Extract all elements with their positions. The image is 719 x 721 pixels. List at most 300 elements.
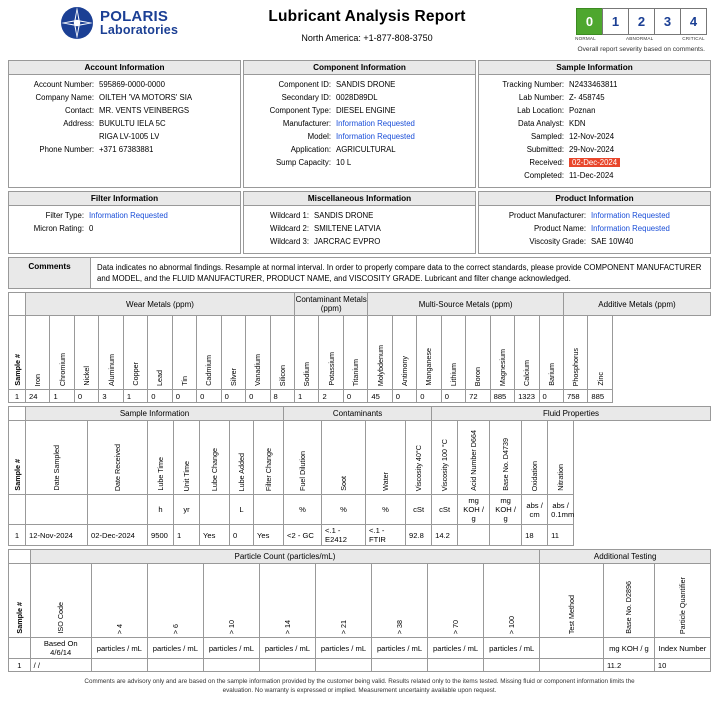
field-value: Poznan <box>569 106 596 115</box>
field-value: 0028D89DL <box>336 93 378 102</box>
field-label: Filter Type: <box>45 211 84 220</box>
column-header: Iron <box>26 316 50 390</box>
field-label <box>16 131 94 142</box>
column-header: Viscosity 40°C <box>406 421 432 495</box>
particle-count-table <box>8 549 711 672</box>
unit-cell <box>88 495 148 525</box>
data-cell: 1 <box>50 390 74 403</box>
unit-cell: L <box>230 495 254 525</box>
data-cell: 0 <box>221 390 245 403</box>
field-value: RIGA LV-1005 LV <box>99 132 160 141</box>
field-label: Wildcard 3: <box>270 237 309 246</box>
field-label: Lab Location: <box>517 106 564 115</box>
polaris-star-icon <box>60 6 94 40</box>
severity-label-1 <box>599 36 626 41</box>
unit-cell: Index Number <box>654 638 710 659</box>
column-header: Magnesium <box>490 316 514 390</box>
data-cell: 1 <box>123 390 147 403</box>
field-label: Wildcard 2: <box>270 224 309 233</box>
column-header: Lube Time <box>148 421 174 495</box>
data-cell: 0 <box>172 390 196 403</box>
field-value[interactable]: Information Requested <box>591 211 670 220</box>
field-value: AGRICULTURAL <box>336 145 396 154</box>
field-row <box>482 209 707 222</box>
column-header: Date Sampled <box>26 421 88 495</box>
table-row <box>9 525 711 546</box>
component-information-panel <box>243 60 476 188</box>
miscellaneous-information-panel <box>243 191 476 254</box>
unit-cell: % <box>322 495 366 525</box>
account-fields <box>9 75 240 161</box>
severity-cell-3: 3 <box>654 8 681 35</box>
component-heading: Component Information <box>244 61 475 75</box>
field-label: Secondary ID: <box>281 93 331 102</box>
field-row <box>482 222 707 235</box>
group-header: Multi-Source Metals (ppm) <box>368 293 564 316</box>
field-row <box>482 156 707 169</box>
field-label: Lab Number: <box>518 93 564 102</box>
misc-heading: Miscellaneous Information <box>244 192 475 206</box>
metals-table <box>8 292 711 403</box>
column-header: > 14 <box>259 564 315 638</box>
field-value: OILTEH 'VA MOTORS' SIA <box>99 93 193 102</box>
column-header: Vanadium <box>246 316 270 390</box>
field-value: +371 67383881 <box>99 145 154 154</box>
column-header-row <box>9 564 711 638</box>
group-header: Additive Metals (ppm) <box>563 293 710 316</box>
unit-cell: h <box>148 495 174 525</box>
data-cell: 0 <box>343 390 367 403</box>
data-cell: 885 <box>588 390 612 403</box>
unit-cell: particles / mL <box>484 638 540 659</box>
product-heading: Product Information <box>479 192 710 206</box>
data-cell: 1 <box>174 525 200 546</box>
severity-label-3 <box>653 36 680 41</box>
column-header: Date Received <box>88 421 148 495</box>
field-label: Contact: <box>64 106 94 115</box>
group-header: Wear Metals (ppm) <box>26 293 295 316</box>
data-cell <box>259 659 315 672</box>
field-row <box>12 209 237 222</box>
sample-number-cell: 1 <box>9 525 26 546</box>
data-cell: 0 <box>74 390 98 403</box>
column-header: Water <box>366 421 406 495</box>
field-row <box>247 235 472 248</box>
disclaimer-line-2: evaluation. No warranty is expressed or implied. Measurement uncertainty available upon request. <box>222 687 497 694</box>
unit-cell: cSt <box>406 495 432 525</box>
severity-cell-0: 0 <box>576 8 603 35</box>
data-cell: / / <box>30 659 91 672</box>
field-label: Viscosity Grade: <box>529 237 586 246</box>
data-cell: 8 <box>270 390 294 403</box>
comments-text: Data indicates no abnormal findings. Resample at normal interval. In order to properly compare data to the correct standards, please provide COMPONENT MANUFACTURER and MODEL, and the FLUID MANUFACTURER, PRODUCT NAME, and VISCOSITY GRADE. Lubricant and filter change acknowledged. <box>97 263 702 283</box>
field-value[interactable]: Information Requested <box>336 119 415 128</box>
table-row <box>9 390 711 403</box>
column-header: Aluminum <box>99 316 123 390</box>
data-cell: 02-Dec-2024 <box>88 525 148 546</box>
account-heading: Account Information <box>9 61 240 75</box>
data-cell: 1323 <box>515 390 539 403</box>
group-header: Sample Information <box>26 407 284 421</box>
field-value: DIESEL ENGINE <box>336 106 396 115</box>
group-header: Fluid Properties <box>432 407 711 421</box>
data-cell <box>372 659 428 672</box>
severity-cells <box>507 8 707 35</box>
severity-note: Overall report severity based on comments. <box>577 46 705 53</box>
product-information-panel <box>478 191 711 254</box>
field-row <box>247 104 472 117</box>
field-value[interactable]: Information Requested <box>591 224 670 233</box>
column-header: Barium <box>539 316 563 390</box>
unit-cell: cSt <box>432 495 458 525</box>
field-row <box>247 91 472 104</box>
filter-heading: Filter Information <box>9 192 240 206</box>
data-cell: 45 <box>368 390 392 403</box>
field-value: 12-Nov-2024 <box>569 132 615 141</box>
data-cell: 12-Nov-2024 <box>26 525 88 546</box>
severity-label-4: CRITICAL <box>682 36 705 41</box>
field-label: Account Number: <box>33 80 94 89</box>
field-label: Received: <box>529 158 564 167</box>
column-header: Sodium <box>294 316 318 390</box>
column-header: > 10 <box>203 564 259 638</box>
logo-line-2: Laboratories <box>100 23 179 38</box>
data-cell: 0 <box>392 390 416 403</box>
data-cell: <.1 - E2412 <box>322 525 366 546</box>
column-header: Molybdenum <box>368 316 392 390</box>
unit-cell <box>9 638 31 659</box>
data-cell: 0 <box>197 390 221 403</box>
unit-cell: abs / cm <box>522 495 548 525</box>
column-header: Boron <box>466 316 490 390</box>
field-value: SAE 10W40 <box>591 237 634 246</box>
severity-cell-4: 4 <box>680 8 707 35</box>
column-header: Unit Time <box>174 421 200 495</box>
field-value: SANDIS DRONE <box>336 80 396 89</box>
unit-cell: % <box>284 495 322 525</box>
field-row <box>12 143 237 156</box>
column-header: > 4 <box>91 564 147 638</box>
unit-cell <box>540 638 604 659</box>
field-label: Sampled: <box>531 132 564 141</box>
page-title: Lubricant Analysis Report <box>268 8 466 25</box>
severity-cell-2: 2 <box>628 8 655 35</box>
brand-logo <box>12 6 227 40</box>
data-cell: 11 <box>548 525 574 546</box>
unit-cell: mg KOH / g <box>490 495 522 525</box>
field-row <box>247 222 472 235</box>
data-cell <box>428 659 484 672</box>
data-cell <box>91 659 147 672</box>
column-header: Manganese <box>417 316 441 390</box>
unit-cell <box>26 495 88 525</box>
data-cell <box>458 525 490 546</box>
field-row <box>247 130 472 143</box>
unit-cell: Based On 4/6/14 <box>30 638 91 659</box>
column-header: > 21 <box>315 564 371 638</box>
field-label: Sump Capacity: <box>275 158 331 167</box>
particle-count-table-wrap <box>8 549 711 672</box>
group-header-row <box>9 293 711 316</box>
sample-number-header: Sample # <box>9 564 31 638</box>
field-row <box>482 78 707 91</box>
column-header-row <box>9 421 711 495</box>
field-row <box>247 209 472 222</box>
field-row <box>482 104 707 117</box>
sample-heading: Sample Information <box>479 61 710 75</box>
field-value: MR. VENTS VEINBERGS <box>99 106 190 115</box>
unit-cell: particles / mL <box>372 638 428 659</box>
field-value: KDN <box>569 119 586 128</box>
column-header: Zinc <box>588 316 612 390</box>
column-header: > 6 <box>147 564 203 638</box>
data-cell <box>490 525 522 546</box>
field-value: BUKULTU IELA 5C <box>99 119 166 128</box>
data-cell: Yes <box>254 525 284 546</box>
data-cell: 92.8 <box>406 525 432 546</box>
field-label: Component ID: <box>278 80 331 89</box>
field-row <box>12 117 237 130</box>
data-cell: 9500 <box>148 525 174 546</box>
field-label: Model: <box>307 132 331 141</box>
field-value: 10 L <box>336 158 352 167</box>
field-label: Address: <box>63 119 94 128</box>
group-header-row <box>9 407 711 421</box>
data-cell: <.1 - FTIR <box>366 525 406 546</box>
field-row <box>247 143 472 156</box>
field-value: 0 <box>89 224 94 233</box>
field-row <box>482 169 707 182</box>
column-header: Nitration <box>548 421 574 495</box>
table-row <box>9 659 711 672</box>
field-label: Data Analyst: <box>518 119 564 128</box>
group-header: Particle Count (particles/mL) <box>30 550 540 564</box>
field-row <box>12 104 237 117</box>
corner-cell <box>9 407 26 421</box>
corner-cell <box>9 550 31 564</box>
unit-cell: abs / 0.1mm <box>548 495 574 525</box>
unit-cell: particles / mL <box>315 638 371 659</box>
data-cell: 3 <box>99 390 123 403</box>
field-row <box>247 117 472 130</box>
field-value: N2433463811 <box>569 80 618 89</box>
account-information-panel <box>8 60 241 188</box>
field-value: 29-Nov-2024 <box>569 145 615 154</box>
field-label: Submitted: <box>526 145 564 154</box>
column-header: Chromium <box>50 316 74 390</box>
data-cell <box>315 659 371 672</box>
data-cell: 24 <box>26 390 50 403</box>
field-label: Micron Rating: <box>33 224 84 233</box>
info-row-primary <box>8 60 711 188</box>
field-label: Wildcard 1: <box>270 211 309 220</box>
field-value <box>564 157 620 168</box>
column-header: Tin <box>172 316 196 390</box>
column-header: Fuel Dilution <box>284 421 322 495</box>
column-header: ISO Code <box>30 564 91 638</box>
metals-table-wrap <box>8 292 711 403</box>
field-value: Z- 458745 <box>569 93 605 102</box>
data-cell: 72 <box>466 390 490 403</box>
column-header: Cadmium <box>197 316 221 390</box>
unit-cell <box>9 495 26 525</box>
data-cell: 0 <box>417 390 441 403</box>
field-row <box>482 235 707 248</box>
group-header: Contaminants <box>284 407 432 421</box>
disclaimer <box>8 677 711 695</box>
field-label: Product Manufacturer: <box>508 211 586 220</box>
field-row <box>482 117 707 130</box>
data-cell: Yes <box>200 525 230 546</box>
column-header: Antimony <box>392 316 416 390</box>
filter-information-panel <box>8 191 241 254</box>
column-header: > 100 <box>484 564 540 638</box>
field-value: 11-Dec-2024 <box>569 171 614 180</box>
data-cell: 2 <box>319 390 343 403</box>
field-label: Component Type: <box>269 106 331 115</box>
data-cell <box>203 659 259 672</box>
field-row <box>482 143 707 156</box>
sample-number-cell: 1 <box>9 659 31 672</box>
field-label: Product Name: <box>533 224 586 233</box>
field-row <box>247 78 472 91</box>
disclaimer-line-1: Comments are advisory only and are based on the sample information provided by the customer being valid. Results related only to the items tested. Missing fluid or component information limits the <box>84 678 635 685</box>
column-header-row <box>9 316 711 390</box>
field-label: Manufacturer: <box>282 119 331 128</box>
data-cell: 0 <box>230 525 254 546</box>
column-header: Lithium <box>441 316 465 390</box>
column-header: Lube Change <box>200 421 230 495</box>
data-cell: 0 <box>148 390 172 403</box>
group-header: Additional Testing <box>540 550 711 564</box>
field-row <box>12 130 237 143</box>
unit-row <box>9 638 711 659</box>
column-header: Base No. D4739 <box>490 421 522 495</box>
field-row <box>12 91 237 104</box>
column-header: Filter Change <box>254 421 284 495</box>
field-row <box>247 156 472 169</box>
column-header: Test Method <box>540 564 604 638</box>
data-cell: 0 <box>246 390 270 403</box>
severity-labels <box>507 36 707 41</box>
group-header-row <box>9 550 711 564</box>
data-cell: 14.2 <box>432 525 458 546</box>
column-header: > 38 <box>372 564 428 638</box>
severity-cell-1: 1 <box>602 8 629 35</box>
unit-cell <box>200 495 230 525</box>
column-header: Particle Quantifier <box>654 564 710 638</box>
unit-cell: particles / mL <box>428 638 484 659</box>
data-cell: 18 <box>522 525 548 546</box>
field-row <box>12 222 237 235</box>
data-cell: 10 <box>654 659 710 672</box>
unit-cell <box>254 495 284 525</box>
sample-properties-table <box>8 406 711 546</box>
field-value[interactable]: Information Requested <box>89 211 168 220</box>
column-header: Lube Added <box>230 421 254 495</box>
field-label: Completed: <box>524 171 564 180</box>
info-row-secondary <box>8 191 711 254</box>
report-header <box>8 0 711 57</box>
column-header: Acid Number D664 <box>458 421 490 495</box>
unit-cell: mg KOH / g <box>603 638 654 659</box>
unit-cell: particles / mL <box>203 638 259 659</box>
data-cell: 1 <box>294 390 318 403</box>
field-value: SMILTENE LATVIA <box>314 224 381 233</box>
column-header: Titanium <box>343 316 367 390</box>
unit-cell: particles / mL <box>259 638 315 659</box>
column-header: Silver <box>221 316 245 390</box>
field-value: JARCRAC EVPRO <box>314 237 381 246</box>
corner-cell <box>9 293 26 316</box>
data-cell <box>540 659 604 672</box>
unit-cell: yr <box>174 495 200 525</box>
severity-label-2: ABNORMAL <box>626 36 654 41</box>
product-fields <box>479 206 710 253</box>
field-label: Phone Number: <box>39 145 94 154</box>
data-cell <box>484 659 540 672</box>
column-header: > 70 <box>428 564 484 638</box>
misc-fields <box>244 206 475 253</box>
data-cell: 11.2 <box>603 659 654 672</box>
field-label: Company Name: <box>35 93 94 102</box>
field-row <box>12 78 237 91</box>
highlighted-value: 02-Dec-2024 <box>569 158 620 167</box>
unit-row <box>9 495 711 525</box>
unit-cell: % <box>366 495 406 525</box>
data-cell: 0 <box>539 390 563 403</box>
sample-properties-table-wrap <box>8 406 711 546</box>
sample-fields <box>479 75 710 187</box>
column-header: Calcium <box>515 316 539 390</box>
data-cell: <2 - GC <box>284 525 322 546</box>
column-header: Base No. D2896 <box>603 564 654 638</box>
unit-cell: particles / mL <box>91 638 147 659</box>
column-header: Viscosity 100 °C <box>432 421 458 495</box>
data-cell <box>147 659 203 672</box>
sample-information-panel <box>478 60 711 188</box>
field-value: SANDIS DRONE <box>314 211 374 220</box>
severity-scale <box>507 6 707 53</box>
severity-label-0: NORMAL <box>575 36 596 41</box>
contact-phone: North America: +1-877-808-3750 <box>301 33 433 43</box>
field-value[interactable]: Information Requested <box>336 132 415 141</box>
sample-number-header: Sample # <box>9 421 26 495</box>
field-row <box>482 130 707 143</box>
column-header: Oxidation <box>522 421 548 495</box>
column-header: Silicon <box>270 316 294 390</box>
filter-fields <box>9 206 240 240</box>
unit-cell: particles / mL <box>147 638 203 659</box>
comments-label: Comments <box>9 258 91 288</box>
column-header: Lead <box>148 316 172 390</box>
unit-cell: mg KOH / g <box>458 495 490 525</box>
comments-panel <box>8 257 711 289</box>
column-header: Nickel <box>74 316 98 390</box>
column-header: Soot <box>322 421 366 495</box>
logo-line-1: POLARIS <box>100 7 169 25</box>
column-header: Phosphorus <box>563 316 587 390</box>
field-row <box>482 91 707 104</box>
field-label: Application: <box>290 145 331 154</box>
data-cell: 758 <box>563 390 587 403</box>
component-fields <box>244 75 475 174</box>
report-title-block <box>227 6 507 43</box>
field-label: Tracking Number: <box>502 80 564 89</box>
column-header: Copper <box>123 316 147 390</box>
sample-number-cell: 1 <box>9 390 26 403</box>
data-cell: 885 <box>490 390 514 403</box>
